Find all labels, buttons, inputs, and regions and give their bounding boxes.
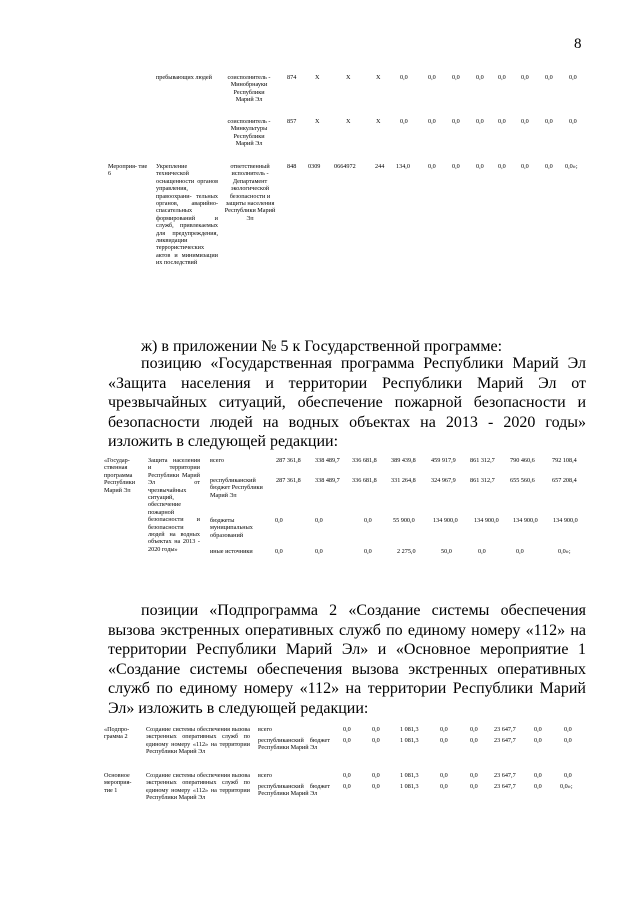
t3-value: 0,0 xyxy=(534,772,542,779)
paragraph-1-text: ж) в приложении № 5 к Государственной программе: xyxy=(141,338,503,355)
t1-value: 0,0 xyxy=(428,118,436,125)
t3-source: республиканский бюджет Республики Марий Эл xyxy=(258,783,330,798)
paragraph-3 xyxy=(108,601,586,718)
t1-value: 0,0»; xyxy=(565,163,578,170)
t3-value: 0,0 xyxy=(372,783,380,790)
t2-value: 338 489,7 xyxy=(315,477,340,484)
t1-code: X xyxy=(376,74,381,81)
t1-row2-executor: соисполнитель - Минкультуры Республики Марий Эл xyxy=(227,118,271,148)
t2-value: 331 264,8 xyxy=(391,477,416,484)
t3-value: 0,0 xyxy=(564,737,572,744)
t3-value: 0,0 xyxy=(534,726,542,733)
t3-value: 0,0 xyxy=(372,737,380,744)
t1-row3-event: Мероприя- тие 6 xyxy=(108,163,148,178)
t3-value: 0,0 xyxy=(470,772,478,779)
t1-value: 0,0 xyxy=(428,74,436,81)
t3-value: 0,0 xyxy=(534,737,542,744)
t3-value: 0,0 xyxy=(343,772,351,779)
t3-value: 1 081,3 xyxy=(400,783,419,790)
paragraph-2-text: позицию «Государственная программа Республики Марий Эл «Защита населения и территории Республики Марий Эл от чрезвычайных ситуаций, обеспечение пожарной безопасности и безопасности людей на водных объектах на 2013 - 2020 годы» изложить в следующей редакции: xyxy=(108,355,586,450)
t3-value: 23 647,7 xyxy=(494,726,516,733)
t1-row3-name: Укрепление технической оснащенности органов управления, правоохрани- тельных органов, аварийно- спасательных формирований и служб, привлекаемых для предупреждения, ликвидации террористических актов и минимизации их последствий xyxy=(156,163,218,267)
t3-value: 0,0 xyxy=(534,783,542,790)
t3-name: Создание системы обеспечения вызова экстренных оперативных служб по единому номеру «112» на территории Республики Марий Эл xyxy=(146,772,250,802)
t1-code: X xyxy=(346,118,351,125)
t2-value: 336 681,8 xyxy=(352,457,377,464)
t1-value: 0,0 xyxy=(476,163,484,170)
t2-value: 459 917,9 xyxy=(431,457,456,464)
t2-value: 0,0 xyxy=(315,517,323,524)
t1-value: 0,0 xyxy=(452,163,460,170)
t3-value: 0,0 xyxy=(343,737,351,744)
t2-value: 0,0 xyxy=(364,548,372,555)
t2-value: 655 560,6 xyxy=(510,477,535,484)
t2-value: 861 312,7 xyxy=(470,477,495,484)
t1-code: 874 xyxy=(287,74,297,81)
t3-value: 0,0 xyxy=(343,726,351,733)
t3-value: 23 647,7 xyxy=(494,783,516,790)
t3-value: 0,0 xyxy=(343,783,351,790)
t2-value: 0,0 xyxy=(275,548,283,555)
paragraph-2 xyxy=(108,354,586,452)
t1-value: 0,0 xyxy=(400,118,408,125)
t2-value: 0,0 xyxy=(315,548,323,555)
t2-value: 287 361,8 xyxy=(276,457,301,464)
t3-value: 0,0 xyxy=(564,726,572,733)
t2-value: 792 108,4 xyxy=(552,457,577,464)
t2-value: 324 967,9 xyxy=(431,477,456,484)
t3-value: 0,0 xyxy=(470,726,478,733)
t3-status: Основное мероприя- тие 1 xyxy=(104,772,132,794)
t1-code: X xyxy=(376,118,381,125)
t2-value: 790 460,6 xyxy=(510,457,535,464)
t1-value: 0,0 xyxy=(498,74,506,81)
t1-value: 0,0 xyxy=(476,74,484,81)
t1-value: 0,0 xyxy=(545,118,553,125)
t2-value: 657 208,4 xyxy=(552,477,577,484)
t2-value: 287 361,8 xyxy=(276,477,301,484)
t1-code: 0664972 xyxy=(334,163,356,170)
t1-value: 0,0 xyxy=(476,118,484,125)
t3-status: «Подпро- грамма 2 xyxy=(104,726,130,741)
t1-value: 0,0 xyxy=(545,74,553,81)
t2-value: 50,0 xyxy=(441,548,452,555)
t2-value: 338 489,7 xyxy=(315,457,340,464)
t2-value: 0,0 xyxy=(516,548,524,555)
t1-code: X xyxy=(346,74,351,81)
t3-value: 23 647,7 xyxy=(494,737,516,744)
t1-value: 0,0 xyxy=(428,163,436,170)
t3-value: 0,0 xyxy=(470,783,478,790)
t3-value: 0,0 xyxy=(440,737,448,744)
t3-value: 1 081,3 xyxy=(400,772,419,779)
t2-source: бюджеты муниципальных образований xyxy=(210,517,253,539)
paragraph-3-text: позиции «Подпрограмма 2 «Создание системы обеспечения вызова экстренных оперативных служб по единому номеру «112» на территории Республики Марий Эл» и «Основное мероприятие 1 «Создание системы обеспечения вызова экстренных оперативных служб по единому номеру «112» на территории Республики Марий Эл» изложить в следующей редакции: xyxy=(108,602,586,717)
t1-value: 0,0 xyxy=(521,118,529,125)
t1-row1-executor: соисполнитель - Минобрнауки Республики Марий Эл xyxy=(227,74,271,104)
t1-value: 0,0 xyxy=(521,163,529,170)
t2-value: 134 900,0 xyxy=(553,517,578,524)
t3-source: всего xyxy=(258,772,272,779)
t1-code: 244 xyxy=(375,163,385,170)
t1-value: 0,0 xyxy=(521,74,529,81)
t1-row1-name: пребывающих людей xyxy=(156,74,212,81)
t2-value: 0,0 xyxy=(364,517,372,524)
t3-value: 0,0 xyxy=(564,772,572,779)
t2-value: 861 312,7 xyxy=(470,457,495,464)
t1-code: X xyxy=(315,74,320,81)
page-number: 8 xyxy=(574,36,582,52)
t2-value: 389 439,8 xyxy=(391,457,416,464)
t1-value: 0,0 xyxy=(452,118,460,125)
t3-source: всего xyxy=(258,726,272,733)
t3-name: Создание системы обеспечения вызова экстренных оперативных служб по единому номеру «112» на территории Республики Марий Эл xyxy=(146,726,250,756)
t1-code: X xyxy=(315,118,320,125)
t2-value: 134 900,0 xyxy=(513,517,538,524)
t2-source: всего xyxy=(210,457,224,464)
t3-value: 0,0 xyxy=(440,783,448,790)
t2-value: 2 275,0 xyxy=(397,548,416,555)
t3-source: республиканский бюджет Республики Марий Эл xyxy=(258,737,330,752)
t3-value: 0,0 xyxy=(372,772,380,779)
t1-value: 0,0 xyxy=(452,74,460,81)
t2-source: иные источники xyxy=(210,548,253,555)
t1-value: 0,0 xyxy=(400,74,408,81)
t1-value: 0,0 xyxy=(569,118,577,125)
t2-value: 0,0»; xyxy=(558,548,571,555)
t2-value: 134 900,0 xyxy=(433,517,458,524)
t1-value: 0,0 xyxy=(569,74,577,81)
t2-value: 0,0 xyxy=(478,548,486,555)
t2-value: 336 681,8 xyxy=(352,477,377,484)
t3-value: 0,0 xyxy=(440,772,448,779)
t3-value: 1 081,3 xyxy=(400,726,419,733)
t1-row3-executor: ответственный исполнитель - Департамент экологической безопасности и защиты населения Республики Марий Эл xyxy=(224,163,276,222)
t2-value: 55 900,0 xyxy=(393,517,415,524)
t2-source: республиканский бюджет Республики Марий Эл xyxy=(210,477,263,499)
t3-value: 0,0 xyxy=(440,726,448,733)
t2-name: Защита населения и территории Республики Марий Эл от чрезвычайных ситуаций, обеспечение пожарной безопасности и безопасности людей на водных объектах на 2013 - 2020 годы» xyxy=(148,457,200,553)
t1-code: 857 xyxy=(287,118,297,125)
t1-value: 0,0 xyxy=(498,163,506,170)
t3-value: 0,0 xyxy=(372,726,380,733)
t1-value: 0,0 xyxy=(498,118,506,125)
t3-value: 1 081,3 xyxy=(400,737,419,744)
t2-value: 0,0 xyxy=(275,517,283,524)
t3-value: 23 647,7 xyxy=(494,772,516,779)
t2-status: «Государ- ственная программа Республики Марий Эл xyxy=(104,457,136,494)
t1-code: 848 xyxy=(287,163,297,170)
t2-value: 134 900,0 xyxy=(474,517,499,524)
t3-value: 0,0 xyxy=(470,737,478,744)
t3-value: 0,0»; xyxy=(560,783,573,790)
t1-value: 0,0 xyxy=(545,163,553,170)
t1-value: 134,0 xyxy=(396,163,410,170)
t1-code: 0309 xyxy=(308,163,321,170)
